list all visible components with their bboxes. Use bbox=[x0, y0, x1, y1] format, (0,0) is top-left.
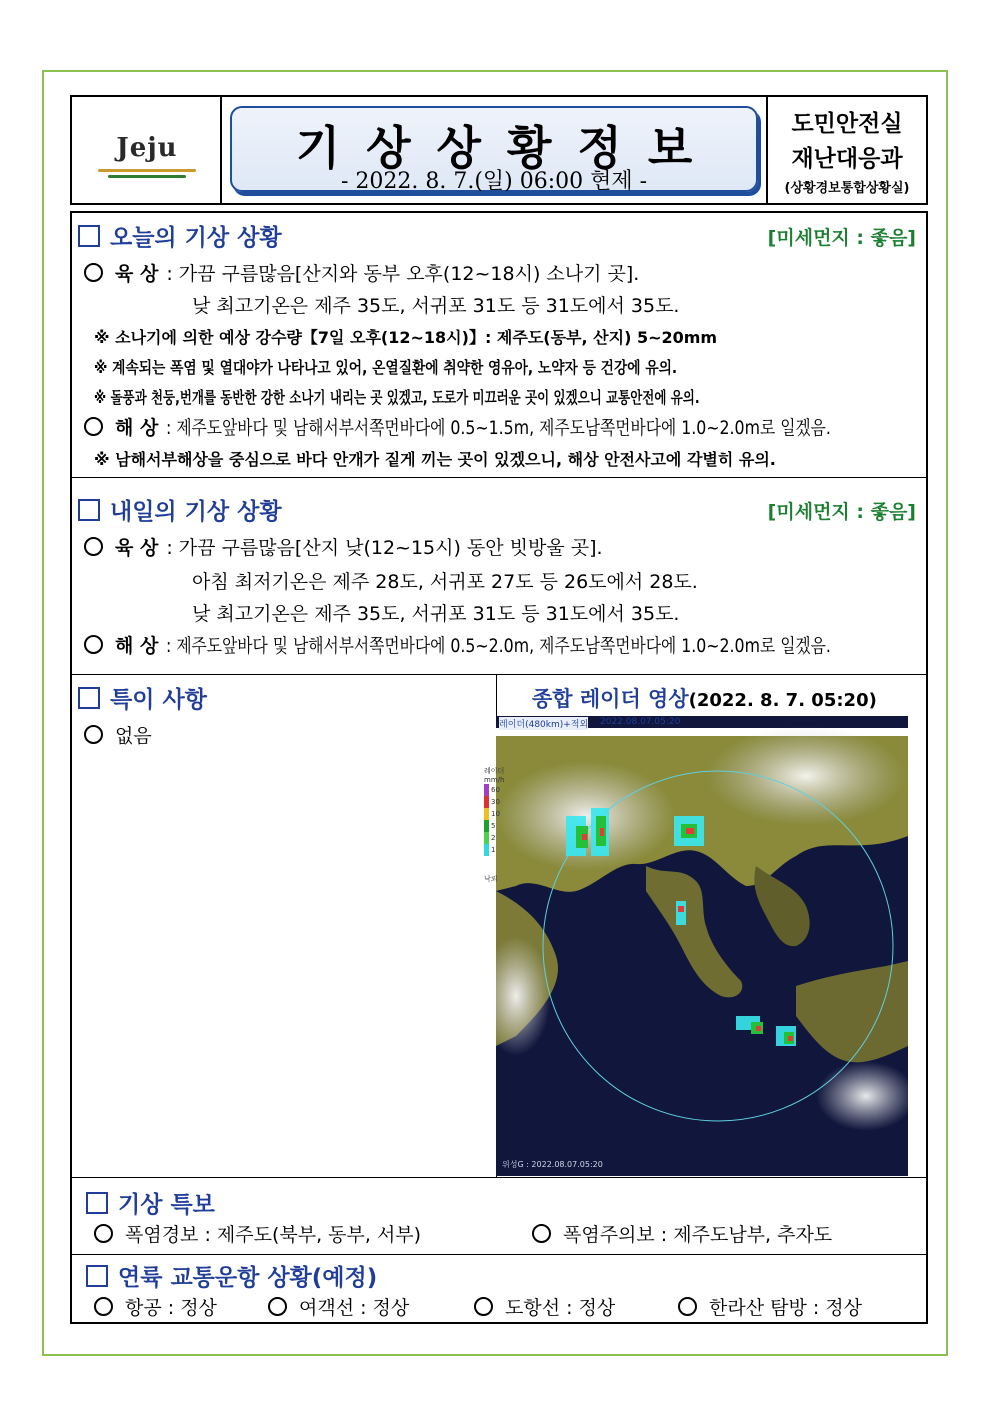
tomorrow-section bbox=[72, 477, 926, 675]
radar-map-graphic bbox=[496, 716, 908, 1176]
traffic-section bbox=[72, 1253, 926, 1323]
tomorrow-land-line1: 육 상 : 가끔 구름많음[산지 낮(12~15시) 동안 빗방울 곳]. bbox=[84, 533, 603, 560]
today-land-line2: 낮 최고기온은 제주 35도, 서귀포 31도 등 31도에서 35도. bbox=[192, 295, 680, 317]
traffic-item-hallasan: 한라산 탐방 : 정상 bbox=[678, 1293, 862, 1320]
header-table bbox=[70, 95, 928, 205]
legend-entry: 1 bbox=[484, 844, 506, 856]
circle-bullet-icon bbox=[94, 1224, 113, 1243]
traffic-item-ferry: 여객선 : 정상 bbox=[268, 1293, 409, 1320]
main-table bbox=[70, 211, 928, 1324]
tomorrow-dust: [미세먼지 : 좋음] bbox=[767, 501, 916, 523]
traffic-item-air: 항공 : 정상 bbox=[94, 1293, 217, 1320]
org-cell bbox=[766, 97, 926, 203]
traffic-item-island-ferry: 도항선 : 정상 bbox=[474, 1293, 615, 1320]
logo-cell bbox=[72, 97, 222, 203]
warnings-title: 기상 특보 bbox=[86, 1186, 215, 1219]
org-name-1: 도민안전실 bbox=[791, 111, 903, 137]
checkbox-icon bbox=[86, 1192, 108, 1214]
today-note-1: ※ 소나기에 의한 예상 강수량【7일 오후(12~18시)】: 제주도(동부, 산지) 5~20mm bbox=[94, 328, 718, 347]
special-item: 없음 bbox=[84, 721, 152, 748]
tomorrow-land-line3: 낮 최고기온은 제주 35도, 서귀포 31도 등 31도에서 35도. bbox=[192, 603, 680, 625]
circle-bullet-icon bbox=[84, 417, 103, 436]
special-title: 특이 사항 bbox=[78, 681, 207, 714]
radar-title: 종합 레이더 영상(2022. 8. 7. 05:20) bbox=[532, 687, 877, 711]
radar-image bbox=[496, 716, 908, 1176]
radar-caption-time: 2022.08.07.05:20 bbox=[600, 717, 681, 727]
radar-caption-satellite: 위성G : 2022.08.07.05:20 bbox=[502, 1160, 603, 1169]
today-title: 오늘의 기상 상황 bbox=[78, 219, 282, 252]
legend-entry: 5 bbox=[484, 820, 506, 832]
legend-title: 레이더 bbox=[484, 767, 505, 775]
circle-bullet-icon bbox=[678, 1297, 697, 1316]
legend-unit: mm/h bbox=[484, 776, 505, 784]
circle-bullet-icon bbox=[268, 1297, 287, 1316]
legend-lightning: 낙뢰 bbox=[484, 875, 498, 883]
today-land-line1: 육 상 : 가끔 구름많음[산지와 동부 오후(12~18시) 소나기 곳]. bbox=[84, 259, 639, 286]
org-name-3: (상황경보통합상황실) bbox=[784, 181, 910, 196]
radar-legend bbox=[484, 766, 506, 916]
legend-entry: 10 bbox=[484, 808, 506, 820]
circle-bullet-icon bbox=[84, 537, 103, 556]
today-sea-line: 해 상 : 제주도앞바다 및 남해서부서쪽먼바다에 0.5~1.5m, 제주도남쪽먼바다에 1.0~2.0m로 일겠음. bbox=[84, 413, 967, 440]
page-subtitle: - 2022. 8. 7.(일) 06:00 현제 - bbox=[340, 169, 648, 194]
today-note-4: ※ 남해서부해상을 중심으로 바다 안개가 짙게 끼는 곳이 있겠으니, 해상 안전사고에 각별히 유의. bbox=[94, 450, 776, 469]
today-note-2: ※ 계속되는 폭염 및 열대야가 나타나고 있어, 온열질환에 취약한 영유아, 노약자 등 건강에 유의. bbox=[94, 358, 678, 377]
jeju-logo: Jeju bbox=[116, 133, 178, 163]
circle-bullet-icon bbox=[94, 1297, 113, 1316]
logo-swoosh-green bbox=[108, 175, 186, 178]
legend-entry: 2 bbox=[484, 832, 506, 844]
traffic-title: 연륙 교통운항 상황(예정) bbox=[86, 1259, 377, 1292]
warning-item-2: 폭염주의보 : 제주도남부, 추자도 bbox=[532, 1220, 832, 1247]
warnings-section bbox=[72, 1177, 926, 1255]
today-section bbox=[72, 213, 926, 478]
org-name-2: 재난대응과 bbox=[791, 146, 903, 172]
radar-caption-type: 레이더(480km)+적외 bbox=[499, 717, 588, 730]
today-note-3: ※ 돌풍과 천둥,번개를 동반한 강한 소나기 내리는 곳 있겠고, 도로가 미끄러운 곳이 있겠으니 교통안전에 유의. bbox=[94, 388, 700, 407]
circle-bullet-icon bbox=[532, 1224, 551, 1243]
checkbox-icon bbox=[78, 687, 100, 709]
page-title: 기상상황정보 bbox=[295, 121, 719, 175]
checkbox-icon bbox=[78, 499, 100, 521]
circle-bullet-icon bbox=[84, 263, 103, 282]
checkbox-icon bbox=[78, 225, 100, 247]
circle-bullet-icon bbox=[474, 1297, 493, 1316]
circle-bullet-icon bbox=[84, 725, 103, 744]
legend-entry: 60 bbox=[484, 784, 506, 796]
tomorrow-title: 내일의 기상 상황 bbox=[78, 493, 282, 526]
tomorrow-sea-line: 해 상 : 제주도앞바다 및 남해서부서쪽먼바다에 0.5~2.0m, 제주도남쪽먼바다에 1.0~2.0m로 일겠음. bbox=[84, 631, 967, 658]
checkbox-icon bbox=[86, 1265, 108, 1287]
today-dust: [미세먼지 : 좋음] bbox=[767, 227, 916, 249]
title-box bbox=[230, 106, 758, 192]
tomorrow-land-line2: 아침 최저기온은 제주 28도, 서귀포 27도 등 26도에서 28도. bbox=[192, 571, 698, 593]
circle-bullet-icon bbox=[84, 635, 103, 654]
logo-swoosh-gold bbox=[98, 169, 196, 172]
warning-item-1: 폭염경보 : 제주도(북부, 동부, 서부) bbox=[94, 1220, 421, 1247]
legend-entry: 30 bbox=[484, 796, 506, 808]
